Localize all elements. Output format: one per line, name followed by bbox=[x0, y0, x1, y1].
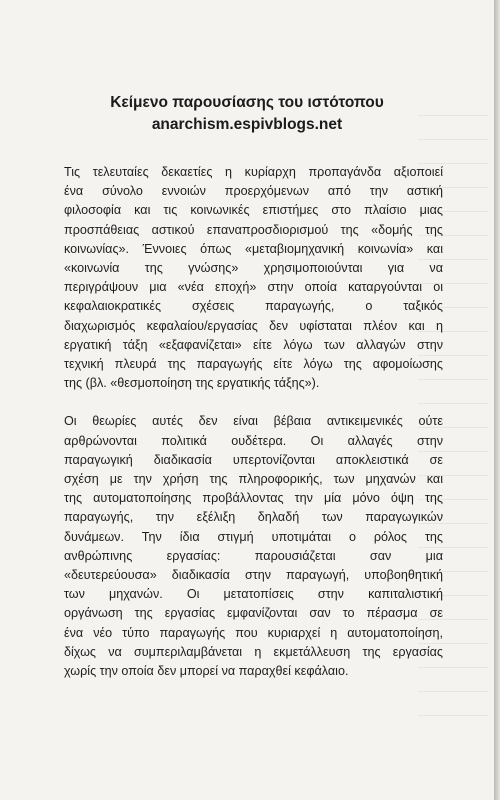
page-edge bbox=[494, 0, 500, 800]
paragraph-2 bbox=[64, 412, 443, 681]
text-line: ένα νέο τύπο παραγωγής που κυριαρχεί η αυτοματοποίηση, bbox=[64, 625, 443, 640]
text-line: «κοινωνία της γνώσης» χρησιμοποιούνται για να bbox=[64, 261, 443, 276]
text-line: εργατική τάξη «εξαφανίζεται» είτε λόγω των αλλαγών στην bbox=[64, 337, 443, 352]
text-line: αρθρώνονται πολιτικά ουδέτερα. Οι αλλαγές στην bbox=[64, 433, 443, 448]
text-line: κοινωνίας». Έννοιες όπως «μεταβιομηχανική κοινωνία» και bbox=[64, 241, 443, 256]
text-line: ένα σύνολο εννοιών προερχόμενων από την αστική bbox=[64, 184, 443, 199]
text-line: τεχνική πλευρά της παραγωγής είτε λόγω της αφομοίωσης bbox=[64, 357, 443, 372]
text-line: κεφαλαιοκρατικές σχέσεις παραγωγής, ο ταξικός bbox=[64, 299, 443, 314]
text-line: «δευτερεύουσα» διαδικασία στην παραγωγή, υποβοηθητική bbox=[64, 568, 443, 583]
paragraph-gap bbox=[64, 393, 443, 412]
website-address: anarchism.espivblogs.net bbox=[151, 116, 343, 133]
text-line: σχέση με την χρήση της πληροφορικής, των μηχανών και bbox=[64, 472, 443, 487]
text-line: οργάνωση της εργασίας εμφανίζονται σαν το πέρασμα σε bbox=[64, 606, 443, 621]
text-line: Τις τελευταίες δεκαετίες η κυρίαρχη προπαγάνδα αξιοποιεί bbox=[64, 165, 443, 179]
text-line: της αυτοματοποίησης προβάλλοντας την μία μόνο όψη της bbox=[64, 491, 443, 506]
text-line: της (βλ. «θεσμοποίηση της εργατικής τάξης»). bbox=[64, 376, 320, 391]
text-line: των μηχανών. Οι μετατοπίσεις στην καπιταλιστική bbox=[64, 587, 443, 602]
text-line: δυνάμεων. Την ίδια στιγμή υποτιμάται ο ρόλος της bbox=[64, 529, 443, 544]
text-line: φιλοσοφία και τις κοινωνικές επιστήμες στο πλαίσιο μιας bbox=[64, 203, 443, 218]
text-line: προσπάθειας αστικού επαναπροσδιορισμού της «δομής της bbox=[64, 222, 443, 237]
document-title: Κείμενο παρουσίασης του ιστότοπου bbox=[110, 94, 384, 111]
title-block bbox=[0, 92, 494, 136]
body-text bbox=[64, 163, 443, 681]
text-line: δίχως να συμπεριλαμβάνεται η εκμετάλλευση της εργασίας bbox=[64, 644, 443, 659]
text-line: διαχωρισμός κεφαλαίου/εργασίας δεν υφίσταται πλέον και η bbox=[64, 318, 443, 333]
text-line: ανθρώπινης εργασίας: παρουσιάζεται σαν μια bbox=[64, 548, 443, 563]
text-line: Οι θεωρίες αυτές δεν είναι βέβαια αντικειμενικές ούτε bbox=[64, 414, 443, 429]
text-line: παραγωγής, την εξέλιξη δηλαδή των παραγωγικών bbox=[64, 510, 443, 525]
text-line: παραγωγική διαδικασία υπερτονίζονται αποκλειστικά σε bbox=[64, 452, 443, 467]
text-line: περιγράψουν μια «νέα εποχή» στην οποία καταργούνται οι bbox=[64, 280, 443, 295]
text-line: χωρίς την οποία δεν μπορεί να παραχθεί κεφάλαιο. bbox=[64, 664, 349, 679]
paragraph-1 bbox=[64, 163, 443, 393]
